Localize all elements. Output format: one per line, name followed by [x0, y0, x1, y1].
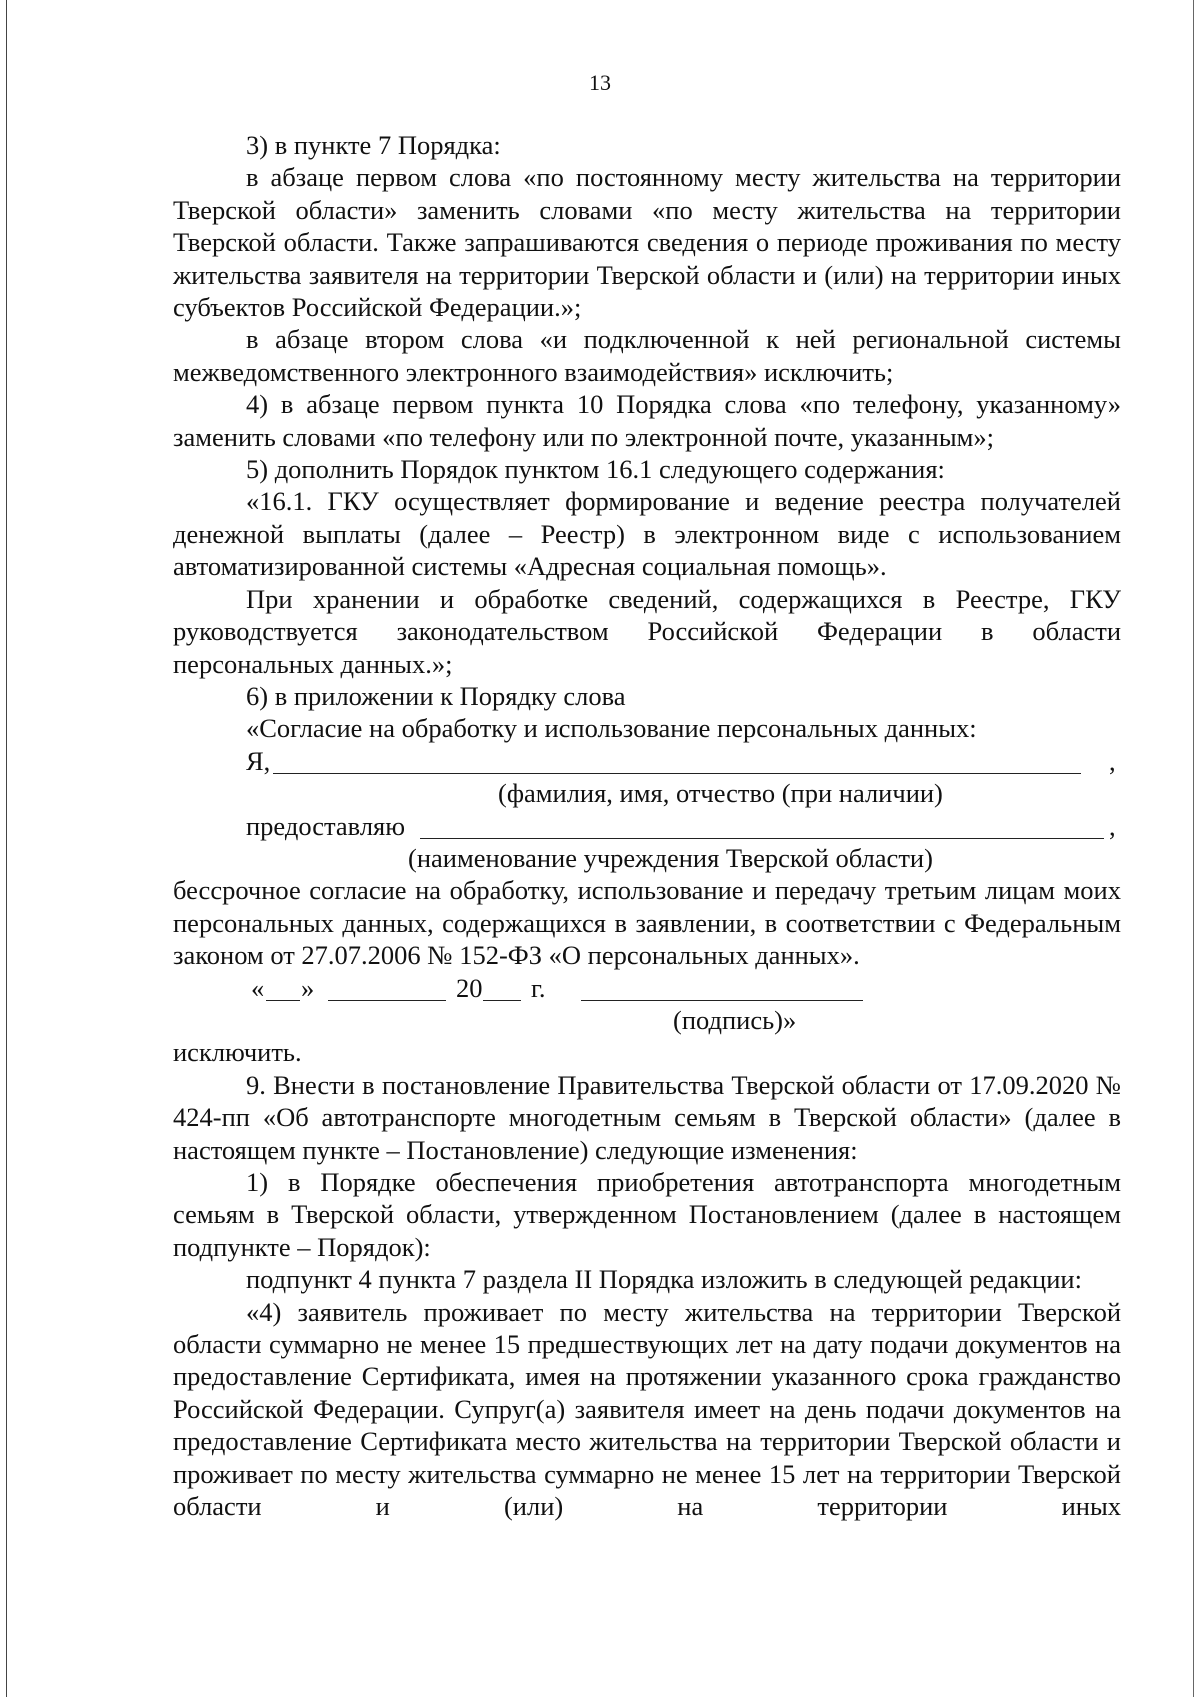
signature-caption: (подпись)» [673, 1004, 797, 1035]
paragraph: в абзаце первом слова «по постоянному месту жительства на территории Тверской области» заменить словами «по месту жительства на территории Тверской области. Также запрашиваются сведения о периоде проживания по месту жительства заявителя на территории Тверской области и (или) на территории иных субъектов Российской Федерации.»; [173, 162, 1121, 323]
paragraph: «Согласие на обработку и использование персональных данных: [246, 713, 977, 744]
trailing-comma: , [1109, 745, 1116, 776]
institution-caption: (наименование учреждения Тверской области) [408, 842, 933, 873]
ya-label: Я, [246, 745, 271, 776]
provide-label: предоставляю [246, 810, 406, 841]
year-prefix: 20 [456, 972, 483, 1003]
year-blank-line [483, 1000, 521, 1001]
consent-text: бессрочное согласие на обработку, использование и передачу третьим лицам моих персональных данных, содержащихся в заявлении, в соответствии с Федеральным законом от 27.07.2006 № 152-ФЗ «О персональных данных». [173, 875, 1121, 971]
paragraph: в абзаце втором слова «и подключенной к ней региональной системы межведомственного электронного взаимодействия» исключить; [173, 324, 1121, 387]
signature-blank-line [581, 1000, 863, 1001]
scan-edge-left [6, 0, 7, 1697]
day-blank-line [266, 1000, 300, 1001]
year-suffix: г. [531, 972, 546, 1003]
paragraph: исключить. [173, 1037, 302, 1068]
paragraph: 4) в абзаце первом пункта 10 Порядка слова «по телефону, указанному» заменить словами «по телефону или по электронной почте, указанным»; [173, 389, 1121, 452]
paragraph: «4) заявитель проживает по месту жительства на территории Тверской области суммарно не менее 15 предшествующих лет на дату подачи документов на предоставление Сертификата, имея на протяжении указанного срока гражданство Российской Федерации. Супруг(а) заявителя имеет на день подачи документов на предоставление Сертификата место жительства на территории Тверской области и проживает по месту жительства суммарно не менее 15 лет на территории Тверской области и (или) на территории иных [173, 1296, 1121, 1521]
document-body [173, 129, 1121, 1522]
month-blank-line [328, 1000, 446, 1001]
fio-caption-row [173, 777, 1121, 809]
quote-close: » [301, 972, 315, 1003]
fio-field-row [173, 745, 1121, 777]
quote-open: « [251, 972, 265, 1003]
date-signature-row [173, 972, 1121, 1004]
fio-blank-line [273, 773, 1081, 774]
paragraph: 6) в приложении к Порядку слова [246, 680, 626, 711]
institution-field-row [173, 810, 1121, 842]
signature-caption-row [173, 1004, 1121, 1036]
paragraph: подпункт 4 пункта 7 раздела II Порядка изложить в следующей редакции: [246, 1264, 1082, 1295]
scan-edge-right [1193, 0, 1194, 1697]
paragraph: «16.1. ГКУ осуществляет формирование и ведение реестра получателей денежной выплаты (далее – Реестр) в электронном виде с использованием автоматизированной системы «Адресная социальная помощь». [173, 486, 1121, 582]
paragraph: 9. Внести в постановление Правительства Тверской области от 17.09.2020 № 424-пп «Об автотранспорте многодетным семьям в Тверской области» (далее в настоящем пункте – Постановление) следующие изменения: [173, 1069, 1121, 1165]
page-number: 13 [589, 70, 611, 95]
paragraph: При хранении и обработке сведений, содержащихся в Реестре, ГКУ руководствуется законодательством Российской Федерации в области персональных данных.»; [173, 583, 1121, 679]
paragraph: 3) в пункте 7 Порядка: [246, 130, 501, 160]
fio-caption: (фамилия, имя, отчество (при наличии) [498, 778, 943, 809]
institution-caption-row [173, 842, 1121, 874]
paragraph: 1) в Порядке обеспечения приобретения автотранспорта многодетным семьям в Тверской области, утвержденном Постановлением (далее в настоящем подпункте – Порядок): [173, 1166, 1121, 1262]
trailing-comma: , [1109, 810, 1116, 841]
paragraph: 5) дополнить Порядок пунктом 16.1 следующего содержания: [246, 454, 945, 485]
institution-blank-line [420, 838, 1104, 839]
